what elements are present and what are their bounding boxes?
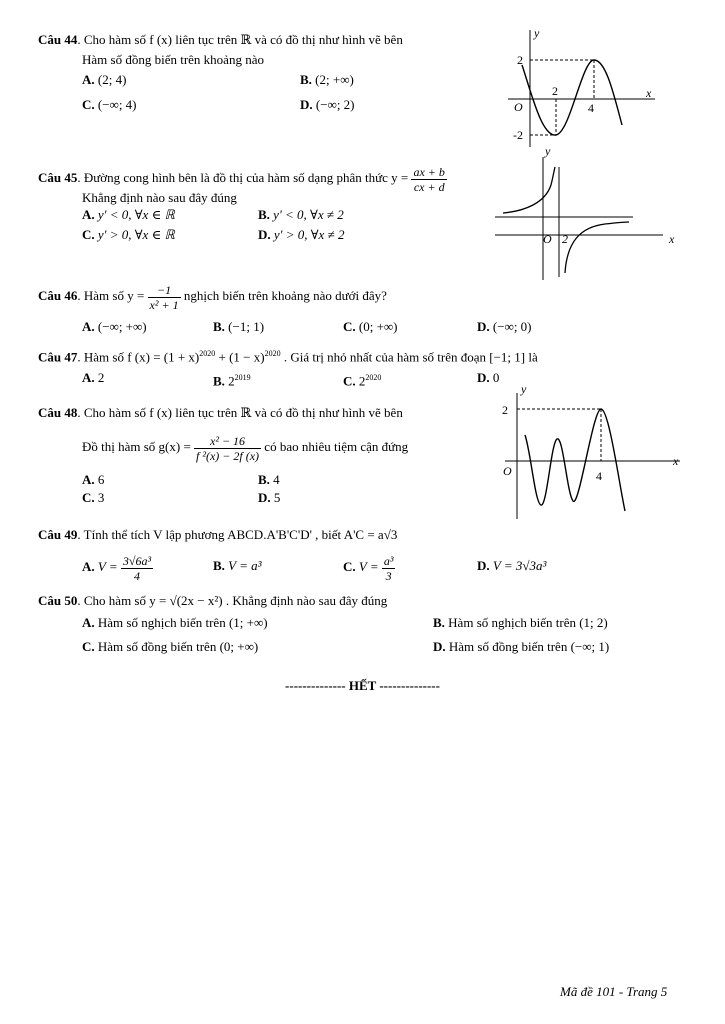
q48-graph-x4: 4 (596, 469, 602, 483)
q48-option-a[interactable]: A. 6 (82, 472, 105, 487)
q44-option-c[interactable]: C. (−∞; 4) (82, 97, 137, 112)
q48-curve (525, 409, 625, 511)
q44-option-b[interactable]: B. (2; +∞) (300, 72, 354, 87)
q46-option-b[interactable]: B. (−1; 1) (213, 319, 265, 334)
q47-option-d[interactable]: D. 0 (477, 370, 500, 385)
q48-graph-x-label: x (673, 454, 679, 468)
q44-statement (38, 32, 403, 48)
q48-statement: Câu 48. Cho hàm số f (x) liên tục trên ℝ và có đồ thị như hình vẽ bên (38, 405, 403, 420)
q45-curve-left (503, 167, 555, 213)
q49-option-b[interactable]: B. V = a³ (213, 558, 262, 573)
q48-label: Câu 48 (38, 405, 78, 420)
q44-graph-x4: 4 (588, 101, 594, 115)
q46-option-d[interactable]: D. (−∞; 0) (477, 319, 532, 334)
q48-fraction: $\frac{\text{x² − 16}}{\text{f ²(x) − 2f (x)}}$ (196, 433, 260, 463)
q45-fraction: $\frac{ax + b}{cx + d}$ (413, 164, 445, 194)
q48-graph-origin: O (503, 464, 512, 478)
q48-graph-y2: 2 (502, 403, 508, 417)
q44-graph-y2: 2 (517, 53, 523, 67)
q49-label: Câu 49 (38, 527, 78, 542)
q45-option-d[interactable]: D. y' > 0, ∀x ≠ 2 (258, 227, 345, 242)
q45-graph-y-label: y (545, 145, 551, 158)
q45-graph-x-label: x (669, 232, 675, 246)
q45-graph-x2: 2 (562, 232, 568, 246)
q44-line2: Hàm số đồng biến trên khoảng nào (82, 52, 264, 67)
q45-label: Câu 45 (38, 170, 78, 185)
q44-graph-y-label: y (534, 26, 540, 40)
q50-statement: Câu 50. Cho hàm số y = √(2x − x²) . Khẳng định nào sau đây đúng (38, 593, 388, 608)
q45-option-b[interactable]: B. y' < 0, ∀x ≠ 2 (258, 207, 344, 222)
q47-label: Câu 47 (38, 349, 78, 365)
q44-curve (522, 60, 622, 135)
page-footer: Mã đề 101 - Trang 5 (560, 984, 668, 999)
q48-line2: Đồ thị hàm số g(x) = $\frac{\text{x² − 16}}{\text{f ²(x) − 2f (x)}}$ có bao nhiêu tiệm cận đứng (82, 433, 409, 463)
q45-option-a[interactable]: A. y' < 0, ∀x ∈ ℝ (82, 207, 175, 222)
q45-graph-origin: O (543, 232, 552, 246)
q49-option-c[interactable]: C. V = $\frac{\text{a³}}{3}$ (343, 553, 394, 583)
q47-option-c[interactable]: C. $2^{2020}$ (343, 373, 382, 389)
q46-option-c[interactable]: C. (0; +∞) (343, 319, 398, 334)
q44-graph-x2: 2 (552, 84, 558, 98)
q47-statement: Câu 47. Hàm số f $(x) = (1 + x)^{2020} + (1 - x)^{2020}$ . Giá trị nhỏ nhất của hàm số trên đoạn [−1; 1] là (38, 349, 538, 365)
end-marker: -------------- HẾT -------------- (285, 678, 440, 693)
q48-option-b[interactable]: B. 4 (258, 472, 280, 487)
q48-graph-y-label: y (521, 383, 527, 396)
q50-label: Câu 50 (38, 593, 78, 608)
q44-option-d[interactable]: D. (−∞; 2) (300, 97, 355, 112)
q46-option-a[interactable]: A. (−∞; +∞) (82, 319, 147, 334)
q44-label: Câu 44 (38, 32, 78, 47)
q44-graph-yneg2: -2 (513, 128, 523, 142)
q50-option-b[interactable]: B. Hàm số nghịch biến trên (1; 2) (433, 615, 608, 630)
q45-curve-right (565, 222, 629, 273)
q46-statement: Câu 46. Hàm số y = $\frac{-1}{\text{x² + 1}}$ nghịch biến trên khoảng nào dưới đây? (38, 282, 387, 312)
q50-option-d[interactable]: D. Hàm số đồng biến trên (−∞; 1) (433, 639, 610, 654)
q45-statement: Câu 45. Đường cong hình bên là đồ thị của hàm số dạng phân thức y = $\frac{ax + b}{cx + d}$ (38, 164, 445, 194)
q44-graph-x-label: x (646, 86, 652, 100)
q46-fraction: $\frac{-1}{\text{x² + 1}}$ (149, 282, 179, 312)
q47-option-a[interactable]: A. 2 (82, 370, 105, 385)
q48-option-d[interactable]: D. 5 (258, 490, 281, 505)
q50-option-a[interactable]: A. Hàm số nghịch biến trên (1; +∞) (82, 615, 268, 630)
q49-statement: Câu 49. Tính thể tích V lập phương ABCD.A'B'C'D' , biết A'C = a√3 (38, 527, 398, 542)
q50-option-c[interactable]: C. Hàm số đồng biến trên (0; +∞) (82, 639, 259, 654)
q49-option-d[interactable]: D. V = 3√3a³ (477, 558, 547, 573)
q44-graph-origin: O (514, 100, 523, 114)
q44-option-a[interactable]: A. (2; 4) (82, 72, 127, 87)
q46-label: Câu 46 (38, 288, 78, 303)
q47-option-b[interactable]: B. $2^{2019}$ (213, 373, 251, 389)
q44-text: . Cho hàm số f (x) liên tục trên ℝ và có đồ thị như hình vẽ bên (77, 32, 403, 47)
q49-option-a[interactable]: A. V = $\frac{\text{3√6a³}}{4}$ (82, 553, 152, 583)
q48-option-c[interactable]: C. 3 (82, 490, 105, 505)
q48-graph (495, 383, 685, 521)
q44-graph (500, 25, 660, 155)
q45-option-c[interactable]: C. y' > 0, ∀x ∈ ℝ (82, 227, 175, 242)
q45-line2: Khẳng định nào sau đây đúng (82, 190, 237, 205)
q45-graph (495, 145, 685, 280)
